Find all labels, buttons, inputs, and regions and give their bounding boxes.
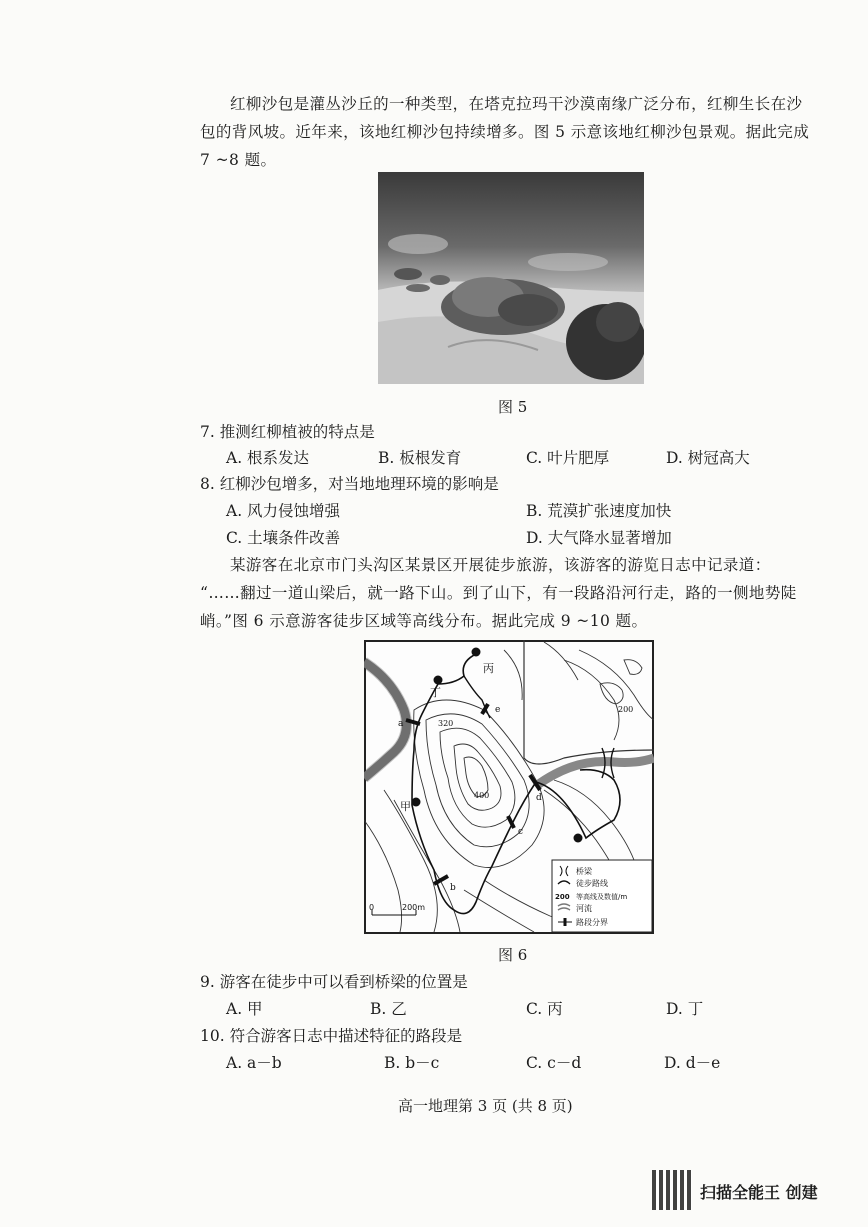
label-c: c [518, 827, 524, 837]
legend-contour: 等高线及数值/m [576, 893, 628, 901]
q10-option-d[interactable]: D. d－e [664, 1054, 721, 1072]
svg-text:200m: 200m [402, 903, 426, 912]
page-footer: 高一地理第 3 页 (共 8 页) [398, 1097, 573, 1115]
q10-stem: 10. 符合游客日志中描述特征的路段是 [200, 1027, 463, 1045]
contour-200: 200 [618, 705, 634, 714]
scanner-watermark: 扫描全能王 创建 [700, 1183, 818, 1202]
q10-option-a[interactable]: A. a－b [226, 1054, 282, 1072]
intro-line-3: 7 ~8 题。 [200, 151, 277, 169]
label-ding: 丁 [430, 686, 441, 699]
q8-option-a[interactable]: A. 风力侵蚀增强 [226, 502, 341, 520]
q9-option-a[interactable]: A. 甲 [226, 1000, 263, 1018]
q7-option-c[interactable]: C. 叶片肥厚 [526, 449, 610, 467]
q9-option-d[interactable]: D. 丁 [666, 1000, 704, 1018]
legend-contour-value: 200 [555, 893, 570, 901]
q10-option-c[interactable]: C. c－d [526, 1054, 582, 1072]
q8-option-c[interactable]: C. 土壤条件改善 [226, 529, 341, 547]
q8-option-b[interactable]: B. 荒漠扩张速度加快 [526, 502, 672, 520]
qr-code-icon [652, 1170, 692, 1210]
q7-stem: 7. 推测红柳植被的特点是 [200, 423, 375, 441]
q10-option-b[interactable]: B. b－c [384, 1054, 440, 1072]
q9-stem: 9. 游客在徒步中可以看到桥梁的位置是 [200, 973, 468, 991]
label-a: a [398, 719, 404, 729]
intro2-line-2: “……翻过一道山梁后，就一路下山。到了山下，有一段路沿河行走，路的一侧地势陡 [200, 584, 797, 602]
legend-route: 徒步路线 [576, 879, 608, 888]
figure-6-caption: 图 6 [498, 946, 528, 964]
q9-option-c[interactable]: C. 丙 [526, 1000, 563, 1018]
figure-6-contour-map [364, 640, 654, 934]
legend-river: 河流 [576, 904, 592, 913]
figure-5-photo [378, 172, 644, 384]
contour-400: 400 [474, 791, 490, 800]
intro-line-1: 红柳沙包是灌丛沙丘的一种类型，在塔克拉玛干沙漠南缘广泛分布，红柳生长在沙 [230, 95, 803, 113]
legend-bridge: 桥梁 [576, 867, 592, 876]
label-jia: 甲 [400, 800, 411, 813]
map-legend [552, 860, 652, 932]
label-e: e [495, 705, 501, 715]
label-bing: 丙 [483, 662, 494, 675]
intro2-line-1: 某游客在北京市门头沟区某景区开展徒步旅游，该游客的游览日志中记录道： [230, 556, 771, 574]
figure-5-caption: 图 5 [498, 398, 528, 416]
label-b: b [450, 883, 456, 893]
legend-divider: 路段分界 [576, 918, 608, 927]
shrub-landscape [378, 172, 644, 384]
q8-stem: 8. 红柳沙包增多，对当地地理环境的影响是 [200, 475, 499, 493]
svg-text:0: 0 [369, 903, 375, 912]
q7-option-b[interactable]: B. 板根发育 [378, 449, 462, 467]
q9-option-b[interactable]: B. 乙 [370, 1000, 407, 1018]
q8-option-d[interactable]: D. 大气降水显著增加 [526, 529, 672, 547]
contour-320: 320 [438, 719, 454, 728]
q7-option-a[interactable]: A. 根系发达 [226, 449, 310, 467]
intro2-line-3: 峭。”图 6 示意游客徒步区域等高线分布。据此完成 9 ~10 题。 [200, 612, 648, 630]
label-d: d [536, 793, 542, 803]
intro-line-2: 包的背风坡。近年来，该地红柳沙包持续增多。图 5 示意该地红柳沙包景观。据此完成 [200, 123, 810, 141]
q7-option-d[interactable]: D. 树冠高大 [666, 449, 750, 467]
